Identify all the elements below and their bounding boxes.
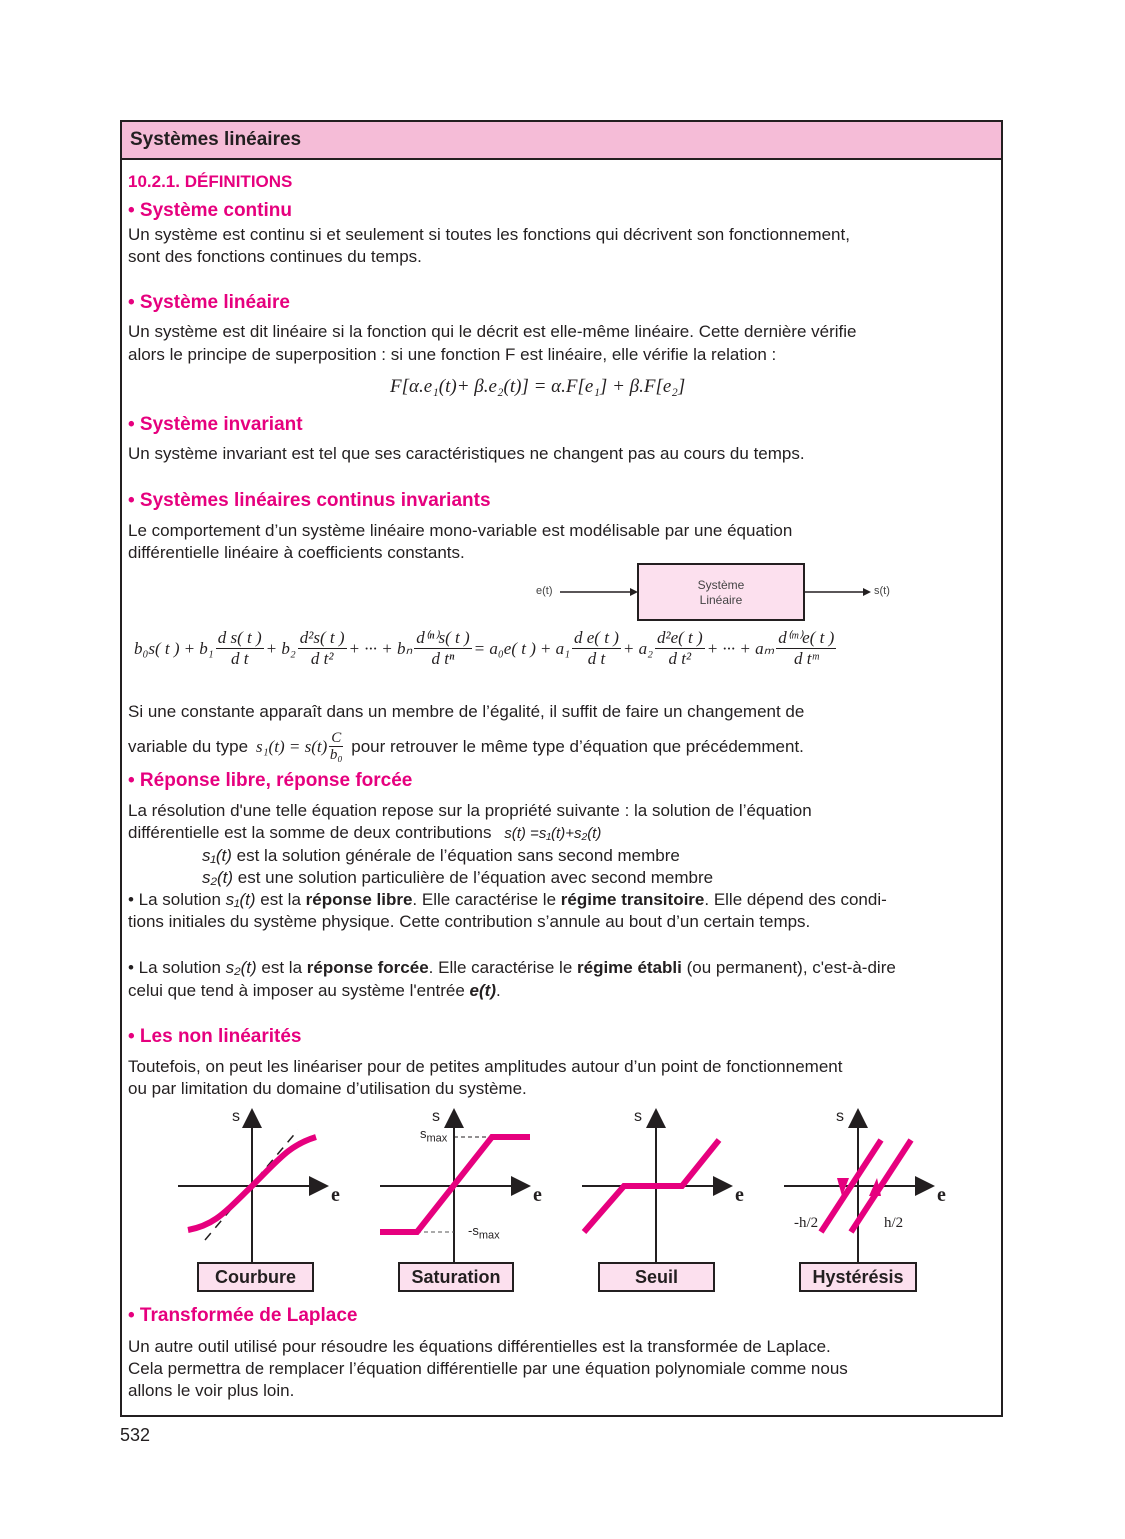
neg-smax-label: [468, 1223, 500, 1242]
text-laplace-3: allons le voir plus loin.: [128, 1381, 295, 1400]
eq-lhs-7: + ··· + bₙ: [348, 638, 413, 658]
output-arrow: [805, 586, 873, 598]
block-output-label: s(t): [874, 585, 890, 597]
hysteresis-x-label: e: [937, 1184, 946, 1206]
var: s₁(t): [225, 890, 256, 909]
graph-hysteresis: [784, 1112, 931, 1265]
text-lineaire-2: alors le principe de superposition : si une fonction F est linéaire, elle vérifie la relation :: [128, 345, 777, 364]
text-continu-2: sont des fonctions continues du temps.: [128, 247, 422, 266]
eq-den: d t²: [310, 649, 334, 668]
eq-num: d e( t ): [574, 628, 619, 647]
t: .: [496, 981, 501, 1000]
text-reponse-1: La résolution d'une telle équation repose sur la propriété suivante : la solution de l’équation: [128, 801, 812, 820]
eq-den: d tᵐ: [793, 649, 819, 668]
var: s₂(t): [225, 958, 257, 977]
t: est la: [256, 958, 307, 977]
system-block: [637, 563, 805, 621]
eq-frac: [655, 628, 705, 669]
t: est la: [255, 890, 306, 909]
text-constant-2: [128, 730, 804, 763]
s2-desc: est une solution particulière de l’équation avec second membre: [233, 868, 714, 887]
bold-regime-transitoire: régime transitoire: [560, 890, 705, 909]
bold-et: e(t): [469, 981, 496, 1000]
t: celui que tend à imposer au système l'entrée: [128, 981, 470, 1000]
saturation-y-label: s: [432, 1108, 440, 1125]
heading-systeme-continu: • Système continu: [128, 200, 292, 221]
text-contributions: différentielle est la somme de deux contributions: [128, 823, 492, 842]
eq-num: d s( t ): [217, 628, 262, 647]
header-bar: [122, 122, 1001, 160]
s1-var: s₁(t): [202, 846, 232, 865]
eq-num: d⁽ᵐ⁾e( t ): [778, 628, 835, 647]
text-laplace-1: Un autre outil utilisé pour résoudre les équations différentielles est la transformée de Laplace.: [128, 1337, 831, 1356]
eq-num: d²e( t ): [657, 628, 703, 647]
text-retrouver: pour retrouver le même type d’équation que précédemment.: [351, 736, 804, 756]
eq-rhs-7: + ··· + aₘ: [706, 638, 775, 658]
eq-den: d t: [587, 649, 606, 668]
label-saturation: Saturation: [398, 1262, 514, 1292]
eq-frac: [216, 628, 264, 669]
smax-sub: max: [426, 1132, 448, 1145]
heading-systeme-invariant: • Système invariant: [128, 414, 303, 435]
eq-frac: [414, 628, 471, 669]
text-nonlin-1: Toutefois, on peut les linéariser pour de petites amplitudes autour d’un point de fonctionnement: [128, 1057, 843, 1076]
text-lineaire-1: Un système est dit linéaire si la fonction qui le décrit est elle-même linéaire. Cette dernière vérifie: [128, 322, 857, 341]
eq-num: d²s( t ): [299, 628, 345, 647]
bold-regime-etabli: régime établi: [577, 958, 682, 977]
input-arrow: [560, 586, 640, 598]
eq-lhs-1: + b₁: [183, 638, 214, 658]
text-constant-1: Si une constante apparaît dans un membre de l’égalité, il suffit de faire un changement de: [128, 702, 805, 721]
text-libre-1: [128, 889, 887, 911]
neg-smax-sub: max: [478, 1229, 500, 1242]
sum-formula: s(t) =s₁(t)+s₂(t): [504, 825, 602, 842]
heading-lci: • Systèmes linéaires continus invariants: [128, 490, 491, 511]
eq-lhs-0: b₀s( t ): [134, 638, 180, 658]
eq-den: d tⁿ: [431, 649, 455, 668]
block-line1: Système: [697, 578, 745, 592]
bold-reponse-forcee: réponse forcée: [306, 958, 429, 977]
saturation-x-label: e: [533, 1184, 542, 1206]
superposition-formula: F[α.e₁(t)+ β.e₂(t)] = α.F[e₁] + β.F[e₂]: [390, 376, 686, 397]
courbure-y-label: s: [232, 1108, 240, 1125]
pos-h-label: h/2: [884, 1215, 904, 1231]
label-seuil: Seuil: [598, 1262, 715, 1292]
eq-lhs-4: + b₂: [265, 638, 296, 658]
eq-rhs-0: = a₀e( t ): [473, 638, 536, 658]
differential-equation: [134, 628, 838, 669]
heading-systeme-lineaire: • Système linéaire: [128, 292, 290, 313]
bold-reponse-libre: réponse libre: [305, 890, 413, 909]
neg-smax: -s: [468, 1223, 479, 1238]
eq-frac: [298, 628, 347, 669]
text-invariant: Un système invariant est tel que ses caractéristiques ne changent pas au cours du temps.: [128, 444, 805, 463]
eq-num: d⁽ⁿ⁾s( t ): [416, 628, 470, 647]
text-libre-2: tions initiales du système physique. Cette contribution s’annule au bout d’un certain temps.: [128, 912, 811, 931]
text-forcee-2: [128, 980, 501, 1002]
eq-frac: [572, 628, 621, 669]
eq-den: d t²: [668, 649, 692, 668]
eq-den: d t: [230, 649, 249, 668]
heading-laplace: • Transformée de Laplace: [128, 1305, 358, 1326]
text-lci-1: Le comportement d’un système linéaire mono-variable est modélisable par une équation: [128, 521, 793, 540]
eq-frac: [776, 628, 836, 669]
heading-non-linearites: • Les non linéarités: [128, 1026, 302, 1047]
graph-saturation: [380, 1112, 530, 1265]
smax: s: [420, 1126, 427, 1141]
courbure-x-label: e: [331, 1184, 340, 1206]
text-s1: [202, 845, 680, 867]
section-number: 10.2.1. DÉFINITIONS: [128, 172, 293, 191]
graph-courbure: [178, 1112, 325, 1265]
t: . Elle caractérise le: [412, 890, 561, 909]
text-laplace-2: Cela permettra de remplacer l’équation différentielle par une équation polynomiale comme nous: [128, 1359, 848, 1378]
t: (ou permanent), c'est-à-dire: [681, 958, 896, 977]
t: • La solution: [128, 890, 226, 909]
text-forcee-1: [128, 957, 896, 979]
s2-var: s₂(t): [202, 868, 234, 887]
change-formula-lhs: s₁(t) = s(t): [256, 736, 328, 756]
nonlinearity-graphs: [170, 1100, 970, 1265]
text-continu-1: Un système est continu si et seulement si toutes les fonctions qui décrivent son fonctionnement,: [128, 225, 850, 244]
change-formula-frac: [329, 730, 343, 763]
block-line2: Linéaire: [699, 593, 743, 607]
change-num: C: [331, 730, 342, 746]
label-hysteresis: Hystérésis: [799, 1262, 917, 1292]
page-title: Systèmes linéaires: [130, 129, 302, 150]
s1-desc: est la solution générale de l’équation sans second membre: [231, 846, 680, 865]
eq-rhs-4: + a₂: [622, 638, 653, 658]
t: . Elle caractérise le: [428, 958, 577, 977]
neg-h-label: -h/2: [794, 1215, 819, 1231]
change-den: b₀: [329, 747, 343, 763]
hysteresis-y-label: s: [836, 1108, 844, 1125]
seuil-y-label: s: [634, 1108, 642, 1125]
smax-label: [420, 1126, 447, 1145]
t: . Elle dépend des condi-: [704, 890, 887, 909]
seuil-x-label: e: [735, 1184, 744, 1206]
block-input-label: e(t): [536, 585, 553, 597]
text-nonlin-2: ou par limitation du domaine d’utilisation du système.: [128, 1079, 527, 1098]
text-variable-type: variable du type: [128, 736, 249, 756]
heading-reponse: • Réponse libre, réponse forcée: [128, 770, 413, 791]
text-s2: [202, 867, 713, 889]
text-reponse-2: [128, 822, 601, 845]
t: • La solution: [128, 958, 226, 977]
label-courbure: Courbure: [197, 1262, 314, 1292]
eq-rhs-1: + a₁: [539, 638, 571, 658]
graph-seuil: [582, 1112, 729, 1265]
text-lci-2: différentielle linéaire à coefficients constants.: [128, 543, 465, 562]
page-number: 532: [120, 1425, 151, 1445]
